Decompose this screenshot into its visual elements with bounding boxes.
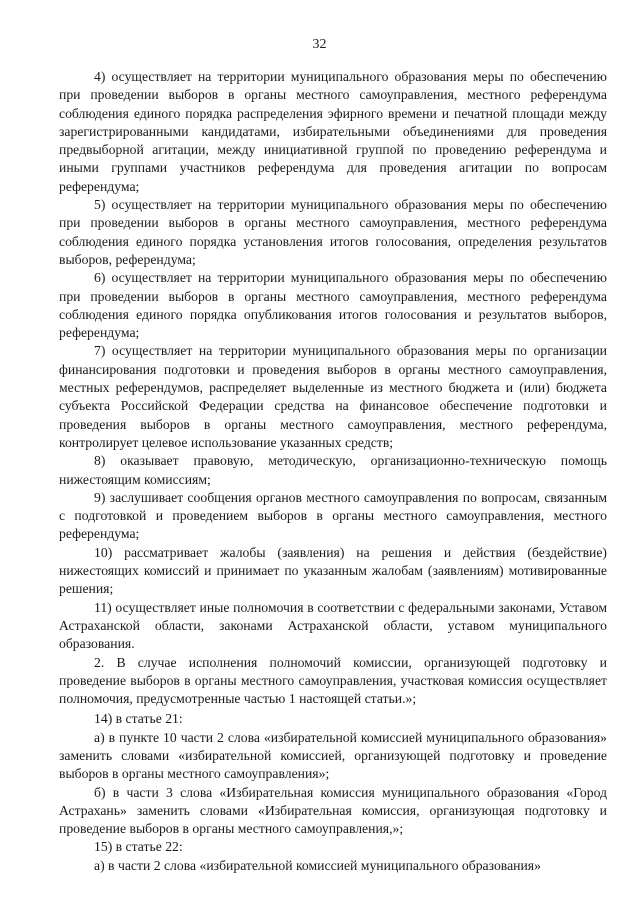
- paragraph-part-2: 2. В случае исполнения полномочий комиссии, организующей подготовку и проведение выборов в органы местного самоуправления, участковая комиссия осуществляет полномочия, предусмотренные частью 1 настоящей статьи.»;: [59, 654, 607, 707]
- paragraph-item-9: 9) заслушивает сообщения органов местного самоуправления по вопросам, связанным с подготовкой и проведением выборов в органы местного самоуправления, местного референдума;: [59, 489, 607, 542]
- page-number: 32: [312, 37, 327, 52]
- paragraph-item-10: 10) рассматривает жалобы (заявления) на решения и действия (бездействие) нижестоящих комиссий и принимает по указанным жалобам (заявлениям) мотивированные решения;: [59, 544, 607, 597]
- paragraph-article-21-b: б) в части 3 слова «Избирательная комиссия муниципального образования «Город Астрахань» заменить словами «Избирательная комиссия, организующая подготовку и проведение выборов в органы местного самоуправления,»;: [59, 784, 607, 837]
- paragraph-item-6: 6) осуществляет на территории муниципального образования меры по обеспечению при проведении выборов в органы местного самоуправления, местного референдума соблюдения единого порядка опубликования итогов голосования и результатов выборов, референдума;: [59, 270, 607, 341]
- paragraph-item-4: 4) осуществляет на территории муниципального образования меры по обеспечению при проведении выборов в органы местного самоуправления, местного референдума соблюдения единого порядка распределения эфирного времени и печатной площади между зарегистрированными кандидатами, избирательными объединениями для проведения предвыборной агитации, между инициативной группой по проведению референдума и иными группами участников референдума для проведения агитации по вопросам референдума;: [59, 69, 607, 194]
- paragraph-item-8: 8) оказывает правовую, методическую, организационно-техническую помощь нижестоящим комиссиям;: [59, 453, 607, 487]
- paragraph-item-5: 5) осуществляет на территории муниципального образования меры по обеспечению при проведении выборов в органы местного самоуправления, местного референдума соблюдения единого порядка установления итогов голосования, определения результатов выборов, референдума;: [59, 197, 607, 267]
- paragraph-item-11: 11) осуществляет иные полномочия в соответствии с федеральными законами, Уставом Астраханской области, законами Астраханской области, уставом муниципального образования.: [59, 599, 607, 652]
- paragraph-article-21-a: а) в пункте 10 части 2 слова «избирательной комиссией муниципального образования» заменить словами «избирательной комиссией, организующей подготовку и проведение выборов в органы местного самоуправления»;: [59, 729, 607, 782]
- paragraph-article-22-heading: 15) в статье 22:: [94, 839, 183, 855]
- paragraph-article-21-heading: 14) в статье 21:: [94, 711, 183, 727]
- document-body: [59, 68, 607, 875]
- paragraph-article-22-a: а) в части 2 слова «избирательной комиссией муниципального образования»: [94, 857, 541, 873]
- paragraph-item-7: 7) осуществляет на территории муниципального образования меры по организации финансирования подготовки и проведения выборов в органы местного самоуправления, местных референдумов, распределяет выделенные из местного бюджета и (или) бюджета субъекта Российской Федерации средства на финансовое обеспечение подготовки и проведения выборов в органы местного самоуправления, местного референдума, контролирует целевое использование указанных средств;: [59, 343, 607, 450]
